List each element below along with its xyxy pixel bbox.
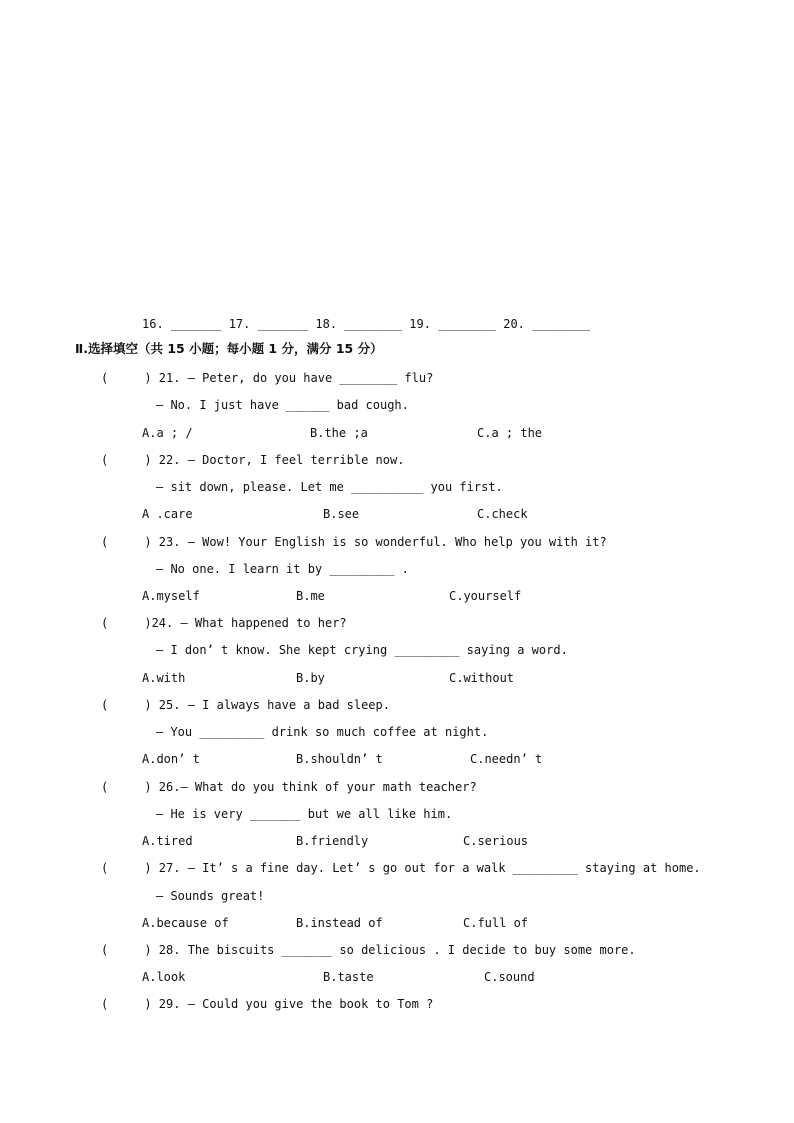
question-reply: — sit down, please. Let me __________ you first. — [156, 480, 503, 494]
question-prompt: ( ) 28. The biscuits _______ so delicious . I decide to buy some more. — [101, 943, 636, 957]
answer-blanks-row: 16. _______ 17. _______ 18. ________ 19. ________ 20. ________ — [142, 317, 590, 331]
option-b: B.the ;a — [310, 426, 368, 440]
option-b: B.instead of — [296, 916, 383, 930]
question-prompt: ( ) 27. — It’ s a fine day. Let’ s go out for a walk _________ staying at home. — [101, 861, 701, 875]
option-c: C.yourself — [449, 589, 522, 603]
option-b: B.shouldn’ t — [296, 752, 383, 766]
question-reply: — I don’ t know. She kept crying _________ saying a word. — [156, 643, 568, 657]
option-b: B.see — [323, 507, 360, 521]
option-a: A.a ; / — [142, 426, 193, 440]
option-a: A .care — [142, 507, 193, 521]
option-b: B.me — [296, 589, 325, 603]
option-b: B.taste — [323, 970, 374, 984]
section-title: Ⅱ.选择填空（共 15 小题；每小题 1 分，满分 15 分） — [75, 341, 383, 356]
option-c: C.needn’ t — [470, 752, 543, 766]
option-a: A.with — [142, 671, 186, 685]
option-a: A.look — [142, 970, 186, 984]
option-c: C.without — [449, 671, 515, 685]
question-prompt: ( ) 23. — Wow! Your English is so wonderful. Who help you with it? — [101, 535, 607, 549]
option-c: C.serious — [463, 834, 529, 848]
question-prompt: ( )24. — What happened to her? — [101, 616, 347, 630]
option-a: A.don’ t — [142, 752, 200, 766]
option-a: A.tired — [142, 834, 193, 848]
option-a: A.myself — [142, 589, 200, 603]
option-c: C.check — [477, 507, 528, 521]
option-b: B.friendly — [296, 834, 369, 848]
option-c: C.a ; the — [477, 426, 543, 440]
option-c: C.full of — [463, 916, 529, 930]
question-prompt: ( ) 29. — Could you give the book to Tom ? — [101, 997, 434, 1011]
question-reply: — He is very _______ but we all like him. — [156, 807, 453, 821]
option-b: B.by — [296, 671, 325, 685]
question-reply: — No one. I learn it by _________ . — [156, 562, 409, 576]
question-reply: — Sounds great! — [156, 889, 265, 903]
option-a: A.because of — [142, 916, 229, 930]
question-prompt: ( ) 22. — Doctor, I feel terrible now. — [101, 453, 405, 467]
question-prompt: ( ) 21. — Peter, do you have ________ flu? — [101, 371, 434, 385]
option-c: C.sound — [484, 970, 535, 984]
question-reply: — You _________ drink so much coffee at night. — [156, 725, 489, 739]
question-prompt: ( ) 26.— What do you think of your math teacher? — [101, 780, 477, 794]
question-prompt: ( ) 25. — I always have a bad sleep. — [101, 698, 390, 712]
question-reply: — No. I just have ______ bad cough. — [156, 398, 409, 412]
